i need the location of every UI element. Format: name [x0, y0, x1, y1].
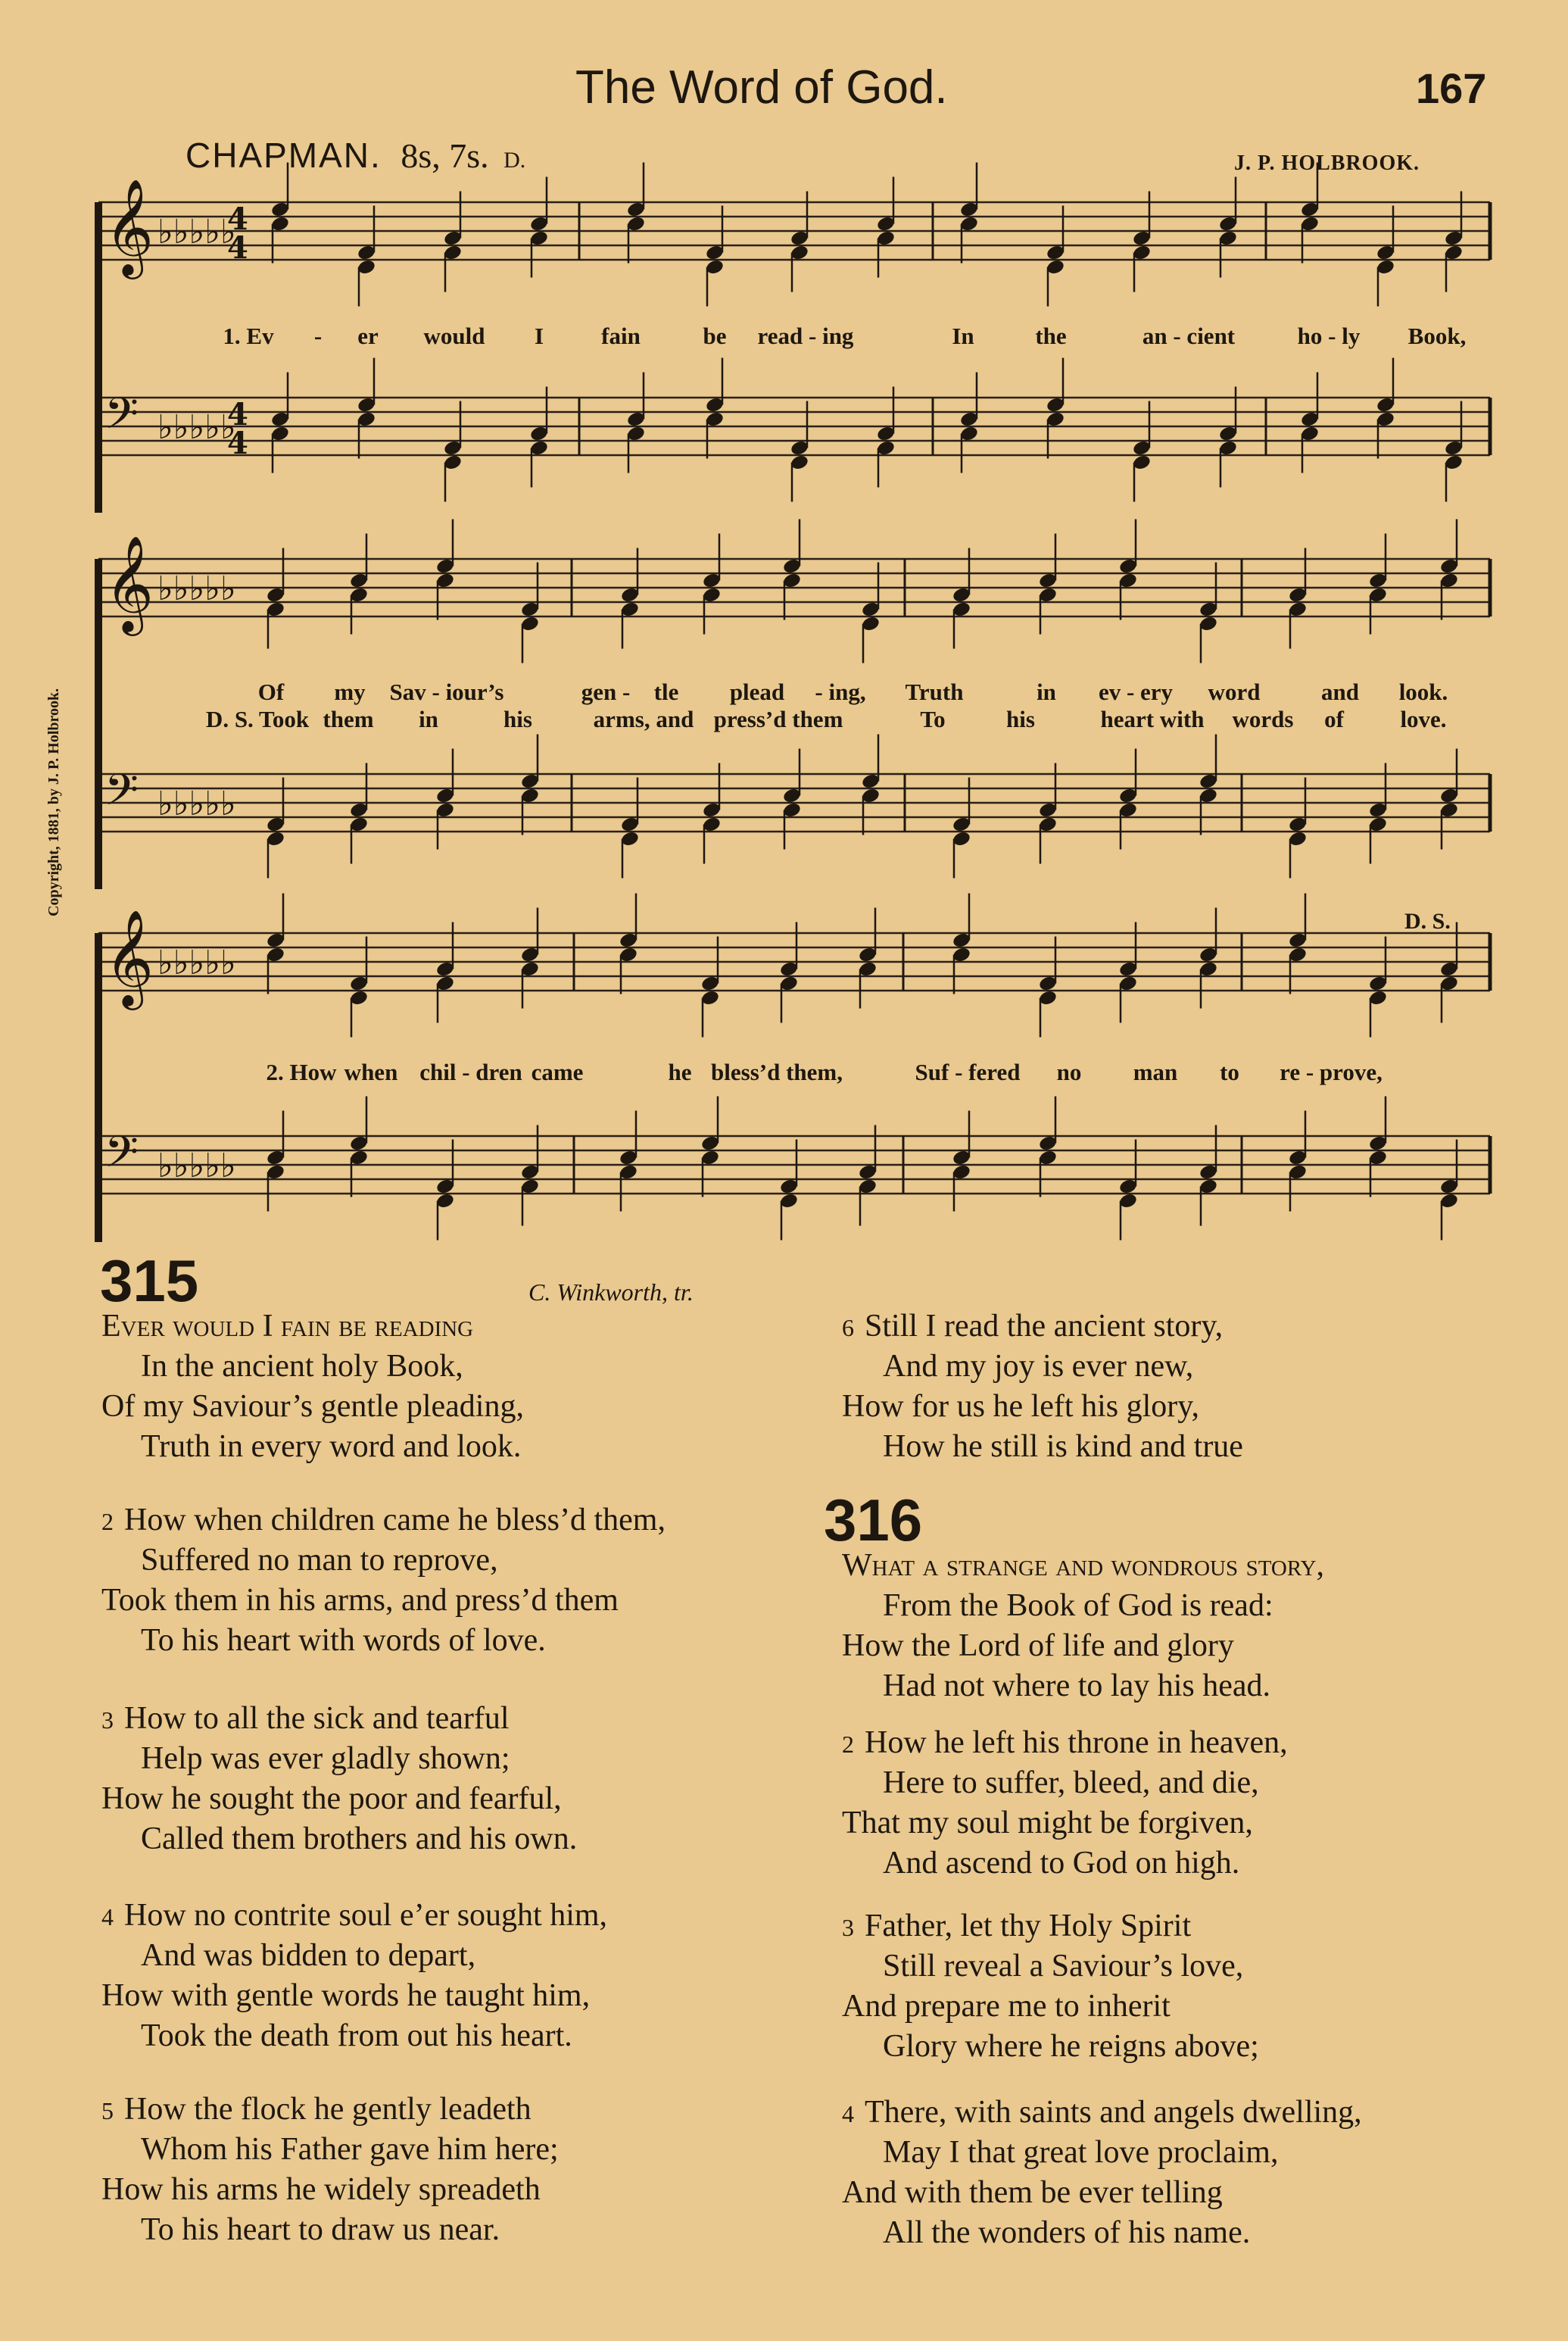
verse-line	[883, 1670, 1270, 1702]
verse-text: In the ancient holy Book,	[141, 1349, 463, 1384]
time-signature-icon: 4	[227, 397, 248, 432]
verse-text: And my joy is ever new,	[883, 1349, 1194, 1384]
lyric-syllable: his	[1006, 706, 1035, 732]
lyric-syllable: gen -	[581, 679, 631, 705]
verse-line	[141, 1823, 577, 1855]
stanza-number: 4	[842, 2100, 854, 2127]
verse-line	[141, 2133, 559, 2165]
lyric-syllable: press’d them	[713, 706, 843, 732]
lyric-syllable: in	[419, 706, 438, 732]
copyright-notice: Copyright, 1881, by J. P. Holbrook.	[45, 688, 62, 916]
verse-text: From the Book of God is read:	[883, 1588, 1273, 1623]
lyric-syllable: no	[1056, 1059, 1082, 1085]
verse-line	[883, 1590, 1273, 1622]
lyric-syllable: plead	[729, 679, 785, 705]
hymn-number-316: 316	[824, 1487, 923, 1553]
verse-text: Truth in every word and look.	[141, 1429, 522, 1464]
verse-text: Still reveal a Saviour’s love,	[883, 1949, 1244, 1984]
verse-text: Still I read the ancient story,	[865, 1309, 1224, 1344]
verse-line	[883, 2137, 1278, 2168]
lyric-syllable: - ing,	[815, 679, 866, 705]
lyric-syllable: fain	[601, 323, 641, 349]
lyric-syllable: in	[1037, 679, 1056, 705]
lyric-syllable: be	[703, 323, 727, 349]
verse-line	[101, 1310, 473, 1342]
lyric-syllable: love.	[1400, 706, 1447, 732]
verse-line	[842, 1910, 1191, 1942]
stanza-number: 6	[842, 1314, 854, 1341]
lyric-syllable: to	[1220, 1059, 1239, 1085]
verse-line	[141, 1544, 498, 1576]
page-number: 167	[1416, 64, 1487, 112]
verse-text: How he still is kind and true	[883, 1429, 1243, 1464]
lyric-syllable: I	[534, 323, 544, 349]
verse-line	[842, 1630, 1234, 1662]
tune-name: CHAPMAN.	[185, 136, 382, 175]
lyric-syllable: In	[952, 323, 974, 349]
stanza-number: 5	[101, 2097, 114, 2124]
verse-text: Here to suffer, bleed, and die,	[883, 1765, 1259, 1800]
lyric-syllable: and	[1321, 679, 1359, 705]
hymn-number-315: 315	[100, 1247, 199, 1314]
verse-text: Glory where he reigns above;	[883, 2029, 1259, 2064]
verse-line	[101, 1899, 607, 1931]
bass-clef-icon: 𝄢	[104, 388, 139, 450]
verse-text: How he left his throne in heaven,	[865, 1725, 1288, 1760]
lyric-syllable: To	[920, 706, 946, 732]
key-signature-icon: ♭♭♭♭♭	[157, 408, 236, 447]
lyric-syllable: ev - ery	[1098, 679, 1174, 705]
verse-text: Father, let thy Holy Spirit	[865, 1909, 1192, 1943]
lyric-syllable: heart with	[1100, 706, 1205, 732]
ds-mark: D. S.	[1404, 909, 1451, 934]
lyric-syllable: Book,	[1407, 323, 1467, 349]
composer-credit: J. P. HOLBROOK.	[1234, 151, 1420, 175]
treble-clef-icon: 𝄞	[104, 535, 154, 632]
lyric-syllable: D. S. Took	[205, 706, 310, 732]
stanza-number: 3	[101, 1706, 114, 1734]
lyric-syllable: re - prove,	[1280, 1059, 1383, 1085]
verse-text: May I that great love proclaim,	[883, 2135, 1279, 2170]
verse-line	[101, 1783, 562, 1815]
verse-text: Whom his Father gave him here;	[141, 2132, 559, 2167]
lyric-syllable: came	[531, 1059, 584, 1085]
verse-line	[842, 1310, 1223, 1342]
verse-line	[101, 1391, 524, 1422]
verse-text: How with gentle words he taught him,	[101, 1978, 591, 2013]
verse-text: All the wonders of his name.	[883, 2215, 1251, 2250]
verse-line	[141, 1431, 521, 1462]
stanza-number: 4	[101, 1903, 114, 1931]
key-signature-icon: ♭♭♭♭♭	[157, 944, 236, 982]
lyric-syllable: the	[1035, 323, 1067, 349]
verse-text: Called them brothers and his own.	[141, 1821, 578, 1856]
verse-text: Took them in his arms, and press’d them	[101, 1583, 619, 1618]
lyric-syllable: his	[503, 706, 532, 732]
tune-meter-suffix: D.	[503, 148, 526, 173]
verse-text: And prepare me to inherit	[842, 1989, 1171, 2024]
verse-text: How the Lord of life and glory	[842, 1628, 1234, 1663]
stanza-number: 2	[842, 1731, 854, 1758]
verse-line	[883, 2030, 1259, 2062]
lyric-syllable: Suf - fered	[915, 1059, 1021, 1085]
verse-line	[101, 2093, 531, 2125]
verse-line	[101, 1584, 619, 1616]
verse-line	[101, 1980, 590, 2012]
tune-meter: 8s, 7s.	[401, 136, 489, 175]
lyric-syllable: words	[1232, 706, 1294, 732]
verse-text: And was bidden to depart,	[141, 1938, 476, 1973]
key-signature-icon: ♭♭♭♭♭	[157, 213, 236, 251]
lyric-syllable: would	[423, 323, 485, 349]
verse-line	[842, 2177, 1223, 2208]
verse-text: And with them be ever telling	[842, 2175, 1223, 2210]
verse-line	[883, 1950, 1243, 1982]
verse-text: How the flock he gently leadeth	[124, 2092, 531, 2127]
lyric-syllable: word	[1208, 679, 1261, 705]
verse-text: How his arms he widely spreadeth	[101, 2172, 541, 2207]
stanza-number: 2	[101, 1508, 114, 1535]
lyric-syllable: er	[357, 323, 379, 349]
verse-line	[101, 1504, 666, 1536]
lyric-syllable: tle	[653, 679, 679, 705]
page-header-title: The Word of God.	[575, 61, 948, 114]
lyric-syllable: when	[344, 1059, 398, 1085]
verse-line	[141, 1625, 546, 1656]
lyric-syllable: look.	[1398, 679, 1448, 705]
time-signature-icon: 4	[227, 230, 248, 266]
verse-text: Help was ever gladly shown;	[141, 1741, 510, 1776]
verse-text: To his heart to draw us near.	[141, 2212, 500, 2247]
lyric-syllable: 2. How	[266, 1059, 337, 1085]
time-signature-icon: 4	[227, 426, 248, 461]
verse-line	[141, 1940, 475, 1971]
verse-text: How to all the sick and tearful	[124, 1701, 510, 1736]
verse-text: How he sought the poor and fearful,	[101, 1781, 562, 1816]
verse-text: How for us he left his glory,	[842, 1389, 1200, 1424]
lyric-syllable: 1. Ev	[223, 323, 274, 349]
bass-clef-icon: 𝄢	[104, 1126, 139, 1188]
verse-text: How when children came he bless’d them,	[124, 1503, 666, 1537]
lyric-syllable: bless’d them,	[711, 1059, 843, 1085]
verse-line	[842, 1990, 1171, 2022]
verse-line	[842, 1550, 1324, 1581]
bass-clef-icon: 𝄢	[104, 764, 139, 826]
verse-text: Ever would I fain be reading	[101, 1309, 474, 1344]
lyric-syllable: Truth	[905, 679, 964, 705]
verse-text: Had not where to lay his head.	[883, 1668, 1271, 1703]
lyric-syllable: he	[668, 1059, 692, 1085]
lyric-syllable: Of	[257, 679, 285, 705]
verse-text: There, with saints and angels dwelling,	[865, 2095, 1362, 2130]
lyric-syllable: of	[1324, 706, 1344, 732]
stanza-number: 3	[842, 1914, 854, 1941]
lyric-syllable: arms, and	[593, 706, 694, 732]
verse-text: What a strange and wondrous story,	[842, 1548, 1325, 1583]
verse-line	[883, 1767, 1259, 1799]
lyric-syllable: read - ing	[757, 323, 854, 349]
verse-line	[883, 1350, 1193, 1382]
verse-line	[141, 2020, 572, 2052]
translator-credit: C. Winkworth, tr.	[528, 1278, 694, 1306]
verse-line	[883, 2217, 1250, 2249]
verse-line	[141, 1350, 463, 1382]
lyric-syllable: chil - dren	[419, 1059, 522, 1085]
verse-text: That my soul might be forgiven,	[842, 1806, 1253, 1840]
verse-line	[141, 1743, 510, 1774]
time-signature-icon: 4	[227, 201, 248, 237]
verse-text: How no contrite soul e’er sought him,	[124, 1898, 608, 1933]
lyric-syllable: my	[334, 679, 366, 705]
verse-text: Suffered no man to reprove,	[141, 1543, 498, 1578]
verse-line	[842, 1391, 1199, 1422]
lyric-syllable: Sav - iour’s	[389, 679, 504, 705]
treble-clef-icon: 𝄞	[104, 178, 154, 275]
verse-line	[883, 1847, 1239, 1879]
lyric-syllable: ho - ly	[1297, 323, 1361, 349]
treble-clef-icon: 𝄞	[104, 909, 154, 1006]
lyric-syllable: -	[313, 323, 323, 349]
verse-line	[842, 2096, 1362, 2128]
key-signature-icon: ♭♭♭♭♭	[157, 1147, 236, 1185]
verse-line	[141, 2214, 500, 2246]
key-signature-icon: ♭♭♭♭♭	[157, 570, 236, 608]
verse-line	[842, 1807, 1253, 1839]
lyric-syllable: man	[1133, 1059, 1178, 1085]
verse-text: Of my Saviour’s gentle pleading,	[101, 1389, 524, 1424]
verse-line	[842, 1727, 1288, 1759]
verse-line	[101, 2174, 541, 2205]
verse-text: Took the death from out his heart.	[141, 2018, 572, 2053]
verse-text: To his heart with words of love.	[141, 1623, 546, 1658]
lyric-syllable: them	[323, 706, 374, 732]
lyric-syllable: an - cient	[1142, 323, 1236, 349]
verse-line	[101, 1703, 510, 1734]
verse-text: And ascend to God on high.	[883, 1846, 1240, 1881]
key-signature-icon: ♭♭♭♭♭	[157, 785, 236, 823]
verse-line	[883, 1431, 1243, 1462]
